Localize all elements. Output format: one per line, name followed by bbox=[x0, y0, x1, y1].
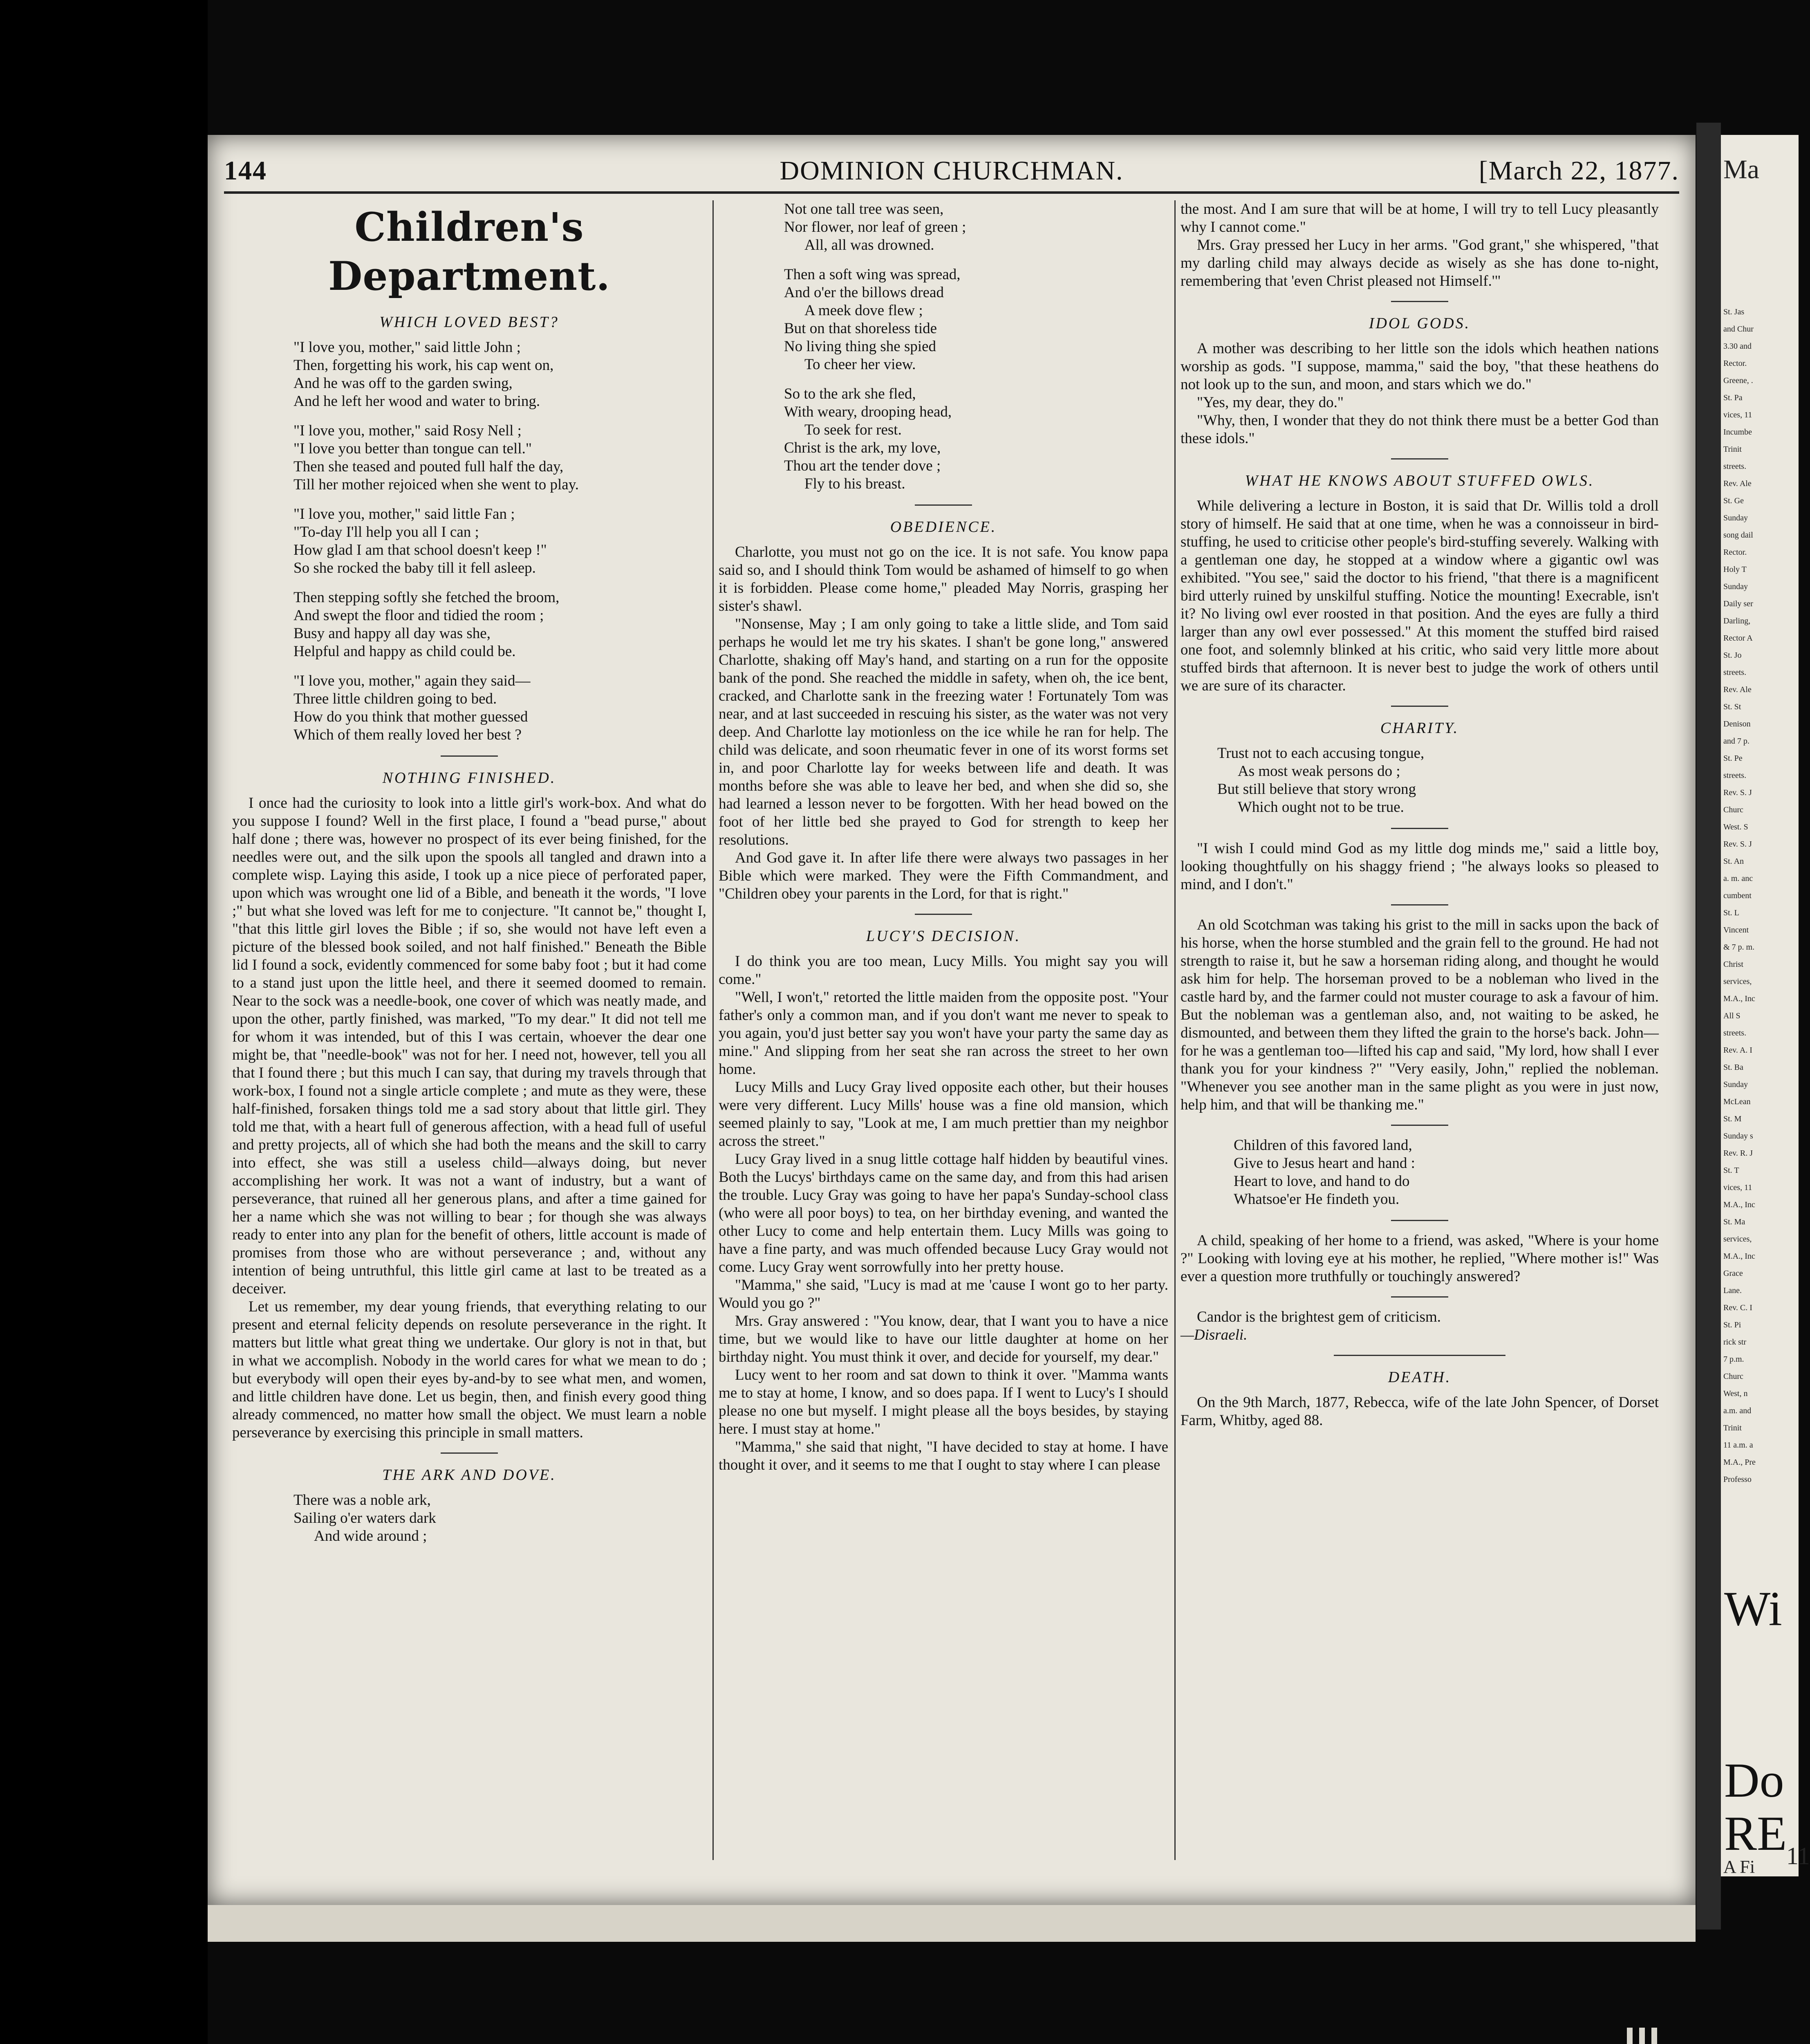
section-rule bbox=[1391, 1296, 1448, 1298]
department-title: Children's Department. bbox=[328, 204, 610, 299]
adjacent-snippet: 11 a.m. a bbox=[1723, 1441, 1753, 1450]
poem-line: Heart to love, and hand to do bbox=[1234, 1173, 1410, 1190]
adjacent-snippet: streets. bbox=[1723, 462, 1747, 471]
film-mark bbox=[1651, 2028, 1657, 2044]
poem-line: "I love you better than tongue can tell." bbox=[293, 440, 532, 457]
poem-stanza bbox=[293, 589, 706, 661]
paragraph: Lucy Gray lived in a snug little cottage half hidden by beautiful vines. Both the Lucys' birthdays came on the same day, and from this had arisen the trouble. Lucy Gray was going to have her papa's Sunday-school class (who were all poor boys) to tea, on her birthday evening, and wanted the other Lucy to come and help entertain them. Lucy Mills was going to have a fine party, and was much offended because Lucy Gray would not come. Lucy Gray went sorrowfully into her pretty house. bbox=[719, 1151, 1168, 1275]
adjacent-snippet: McLean bbox=[1723, 1097, 1751, 1106]
adjacent-snippet: services, bbox=[1723, 1235, 1752, 1244]
poem-line: "I love you, mother," said little John ; bbox=[293, 339, 521, 356]
paragraph: Mrs. Gray answered : "You know, dear, that I want you to have a nice time, but we would like to have our little daughter at home on her birthday night. You must think it over, and decide for yourself, my dear." bbox=[719, 1313, 1168, 1365]
poem-line: Nor flower, nor leaf of green ; bbox=[784, 219, 966, 235]
adjacent-heading: A Fi bbox=[1723, 1857, 1755, 1877]
poem-line: But still believe that story wrong bbox=[1217, 781, 1416, 798]
adjacent-header: Ma bbox=[1723, 155, 1759, 184]
adjacent-snippet: St. Ma bbox=[1723, 1217, 1745, 1226]
adjacent-snippet: Greene, . bbox=[1723, 376, 1753, 385]
poem-stanza bbox=[1217, 744, 1659, 816]
poem-line: Then a soft wing was spread, bbox=[784, 266, 961, 283]
paragraph: A child, speaking of her home to a friend, was asked, "Where is your home ?" Looking with loving eye at his mother, he replied, "Where mother is!" Was ever a question more truthfully or touchingly answered? bbox=[1181, 1232, 1659, 1285]
adjacent-snippet: Rector A bbox=[1723, 634, 1753, 643]
section-rule bbox=[1391, 706, 1448, 707]
poem-line: "To-day I'll help you all I can ; bbox=[293, 524, 479, 540]
article-title: OBEDIENCE. bbox=[890, 518, 997, 536]
adjacent-snippet: vices, 11 bbox=[1723, 1183, 1752, 1192]
adjacent-snippet: Rev. R. J bbox=[1723, 1149, 1753, 1158]
poem-line: No living thing she spied bbox=[784, 338, 936, 355]
poem-line: Give to Jesus heart and hand : bbox=[1234, 1155, 1415, 1172]
adjacent-heading: RE bbox=[1724, 1806, 1787, 1860]
article-title: WHAT HE KNOWS ABOUT STUFFED OWLS. bbox=[1245, 472, 1595, 489]
section-rule bbox=[1391, 904, 1448, 905]
poem-line: "I love you, mother," again they said— bbox=[293, 672, 531, 689]
article-title: THE ARK AND DOVE. bbox=[382, 1466, 556, 1484]
adjacent-snippet: streets. bbox=[1723, 771, 1747, 780]
paragraph: While delivering a lecture in Boston, it is said that Dr. Willis told a droll story of himself. He said that at one time, when he was a connoisseur in bird-stuffing, he used to criticise other people's bird-stuffing severely. Walking with a gentleman one day, he stopped at a window where a gigantic owl was exhibited. "You see," said the doctor to his friend, "that there is a magnificent bird utterly ruined by unskilful stuffing. Notice the mounting! Execrable, isn't it? No living owl ever roosted in that position. And the eyes are fully a third larger than any owl ever possessed." At this moment the stuffed bird raised one foot, and solemnly blinked at his critic, who said very little more about stuffed birds that afternoon. It is never best to judge the work of others until we are sure of its character. bbox=[1181, 498, 1659, 694]
poem-line: Trust not to each accusing tongue, bbox=[1217, 745, 1425, 762]
adjacent-snippet: Rev. Ale bbox=[1723, 479, 1752, 488]
column-3 bbox=[1181, 200, 1659, 1876]
paragraph: A mother was describing to her little son the idols which heathen nations worship as gods. "I suppose, mamma," said the boy, "that these heathens do not look up to the sun, and moon, and stars which we do." bbox=[1181, 340, 1659, 393]
article-title: LUCY'S DECISION. bbox=[866, 928, 1021, 945]
adjacent-snippet: Churc bbox=[1723, 805, 1743, 814]
poem bbox=[1217, 744, 1659, 816]
poem-line: Sailing o'er waters dark bbox=[293, 1510, 436, 1526]
poem-line: And swept the floor and tidied the room ; bbox=[293, 607, 544, 624]
poem-stanza bbox=[1234, 1136, 1659, 1208]
poem bbox=[293, 338, 706, 744]
poem-line: And he left her wood and water to bring. bbox=[293, 393, 540, 410]
poem-line: And o'er the billows dread bbox=[784, 284, 944, 301]
adjacent-snippet: Trinit bbox=[1723, 1423, 1742, 1432]
adjacent-snippet: Sunday bbox=[1723, 513, 1748, 522]
adjacent-snippet: services, bbox=[1723, 977, 1752, 986]
adjacent-snippet: a. m. anc bbox=[1723, 874, 1753, 883]
adjacent-snippet: Rev. Ale bbox=[1723, 685, 1752, 694]
column-rule bbox=[712, 200, 714, 1860]
adjacent-snippet: cumbent bbox=[1723, 891, 1752, 900]
adjacent-snippet: Grace bbox=[1723, 1269, 1743, 1278]
poem-line: A meek dove flew ; bbox=[804, 302, 923, 319]
poem-stanza bbox=[293, 672, 706, 744]
poem-line: Then, forgetting his work, his cap went on, bbox=[293, 357, 554, 374]
section-rule bbox=[1334, 1355, 1505, 1356]
adjacent-snippet: song dail bbox=[1723, 531, 1753, 540]
poem-line: Children of this favored land, bbox=[1234, 1137, 1412, 1154]
paragraph: "Why, then, I wonder that they do not think there must be a better God than these idols." bbox=[1181, 412, 1659, 447]
poem-line: As most weak persons do ; bbox=[1238, 763, 1400, 780]
article-title: NOTHING FINISHED. bbox=[382, 769, 556, 787]
poem-stanza bbox=[293, 505, 706, 577]
poem-line: Then she teased and pouted full half the day, bbox=[293, 458, 564, 475]
poem-stanza bbox=[293, 338, 706, 410]
adjacent-snippet: Lane. bbox=[1723, 1286, 1742, 1295]
header-rule bbox=[224, 191, 1679, 194]
adjacent-snippet: and Chur bbox=[1723, 325, 1754, 334]
poem-line: Then stepping softly she fetched the broom, bbox=[293, 589, 560, 606]
article-title: DEATH. bbox=[1388, 1369, 1452, 1386]
column-rule bbox=[1174, 200, 1176, 1860]
attribution: —Disraeli. bbox=[1181, 1327, 1248, 1343]
poem-line: And wide around ; bbox=[314, 1528, 427, 1544]
adjacent-snippet: St. Ba bbox=[1723, 1063, 1743, 1072]
page-bottom-edge bbox=[208, 1905, 1696, 1942]
section-rule bbox=[915, 914, 972, 915]
adjacent-snippet: Holy T bbox=[1723, 565, 1747, 574]
poem-stanza bbox=[293, 422, 706, 494]
section-rule bbox=[1391, 1220, 1448, 1221]
adjacent-snippet: Sunday s bbox=[1723, 1132, 1753, 1141]
paragraph: An old Scotchman was taking his grist to the mill in sacks upon the back of his horse, when the horse stumbled and the grain fell to the ground. He had not strength to raise it, but he saw a horseman riding along, and thought he would ask him for help. The horseman proved to be a nobleman who lived in the castle hard by, and the farmer could not muster courage to ask a favour of him. But the nobleman was a gentleman also, and, not waiting to be asked, he dismounted, and between them they lifted the grain to the horse's back. John—for he was a gentleman too—lifted his cap and said, "My lord, how shall I ever thank you for your kindness ?" "Very easily, John," replied the nobleman. "Whenever you see another man in the same plight as you were in just now, help him, and that will be thanking me." bbox=[1181, 917, 1659, 1113]
adjacent-snippet: St. Jas bbox=[1723, 307, 1745, 316]
article-title: IDOL GODS. bbox=[1369, 315, 1471, 332]
poem-line: Which of them really loved her best ? bbox=[293, 726, 522, 743]
adjacent-snippet: West, n bbox=[1723, 1389, 1748, 1398]
poem-line: "I love you, mother," said Rosy Nell ; bbox=[293, 422, 522, 439]
adjacent-snippet: Rev. S. J bbox=[1723, 788, 1752, 797]
section-rule bbox=[1391, 458, 1448, 459]
poem-line: Till her mother rejoiced when she went to play. bbox=[293, 476, 579, 493]
poem-stanza bbox=[784, 385, 1168, 493]
poem-line: Whatsoe'er He findeth you. bbox=[1234, 1191, 1400, 1208]
adjacent-snippet: Rev. C. I bbox=[1723, 1303, 1752, 1312]
poem-stanza bbox=[784, 266, 1168, 374]
adjacent-snippet: Sunday bbox=[1723, 582, 1748, 591]
adjacent-snippet: Rev. S. J bbox=[1723, 840, 1752, 849]
poem bbox=[784, 200, 1168, 493]
adjacent-snippet: West. S bbox=[1723, 823, 1748, 831]
issue-date: [March 22, 1877. bbox=[1478, 156, 1679, 186]
adjacent-snippet: 7 p.m. bbox=[1723, 1355, 1744, 1364]
poem-stanza bbox=[293, 1491, 706, 1545]
poem-line: Helpful and happy as child could be. bbox=[293, 643, 516, 660]
adjacent-snippet: St. Ge bbox=[1723, 496, 1744, 505]
adjacent-snippet: Professo bbox=[1723, 1475, 1752, 1484]
poem-line: To cheer her view. bbox=[804, 356, 916, 373]
section-rule bbox=[441, 755, 498, 757]
adjacent-snippet: streets. bbox=[1723, 668, 1747, 677]
section-rule bbox=[1391, 1125, 1448, 1126]
poem-line: Busy and happy all day was she, bbox=[293, 625, 491, 642]
running-head bbox=[224, 151, 1679, 188]
column-1 bbox=[232, 200, 706, 1876]
adjacent-snippet: Rector. bbox=[1723, 548, 1747, 557]
paragraph: Let us remember, my dear young friends, that everything relating to our present and eternal felicity depends on resolute perseverance in the right. It matters but little what great thing we undertake. Our glory is not in that, but in what we accomplish. Nobody in the world cares for what we mean to do ; but everybody will open their eyes by-and-by to see what men, and women, and little children have done. Let us begin, then, and finish every good thing already commenced, no matter how small the object. We must learn a noble perseverance by exercising this principle in small matters. bbox=[232, 1298, 706, 1441]
adjacent-snippet: St. T bbox=[1723, 1166, 1739, 1175]
section-rule bbox=[1391, 301, 1448, 302]
paragraph: Mrs. Gray pressed her Lucy in her arms. "God grant," she whispered, "that my darling child may always decide as wisely as she has done to-night, remembering that 'even Christ pleased not Himself.'" bbox=[1181, 237, 1659, 289]
paragraph: "Nonsense, May ; I am only going to take a little slide, and Tom said perhaps he would let me try his skates. I shan't be gone long," answered Charlotte, shaking off May's hand, and starting on a run for the opposite bank of the pond. She reached the middle in safety, when oh, the ice bent, cracked, and Charlotte sank in the freezing water ! Fortunately Tom was near, and at last succeeded in rescuing his sister, as the water was not very deep. And Charlotte lay motionless on the ice while he ran for help. The child was delicate, and soon rheumatic fever in one of its worst forms set in, and poor Charlotte lay for weeks between life and death. It was months before she was able to leave her bed, and when she did so, she had learned a lesson never to be forgotten. With her head bowed on the foot of her little bed she prayed to God for strength to keep her resolutions. bbox=[719, 616, 1168, 848]
adjacent-snippet: M.A., Inc bbox=[1723, 994, 1755, 1003]
adjacent-snippet: All S bbox=[1723, 1011, 1741, 1020]
paragraph: "Well, I won't," retorted the little maiden from the opposite post. "Your father's only a common man, and if you don't want me never to speak to you again, you'd just better say you won't have your party the same day as mine." And slipping from her seat she ran across the street to her own home. bbox=[719, 989, 1168, 1078]
adjacent-snippet: 3.30 and bbox=[1723, 342, 1752, 351]
adjacent-snippet: Rev. A. I bbox=[1723, 1046, 1752, 1055]
adjacent-snippet: Darling, bbox=[1723, 616, 1751, 625]
section-rule bbox=[915, 504, 972, 506]
paragraph: Charlotte, you must not go on the ice. It is not safe. You know papa said so, and I should think Tom would be ashamed of himself to go when it is forbidden. Please come home," pleaded May Norris, grasping her sister's shawl. bbox=[719, 544, 1168, 614]
adjacent-snippet: St. An bbox=[1723, 857, 1744, 866]
article-title: CHARITY. bbox=[1380, 719, 1459, 737]
poem-line: And he was off to the garden swing, bbox=[293, 375, 513, 392]
article-title: WHICH LOVED BEST? bbox=[379, 314, 559, 331]
column-2 bbox=[719, 200, 1168, 1876]
adjacent-snippet: Sunday bbox=[1723, 1080, 1748, 1089]
adjacent-snippet: M.A., Pre bbox=[1723, 1458, 1756, 1467]
film-marks bbox=[1627, 2028, 1660, 2044]
paragraph: "Yes, my dear, they do." bbox=[1197, 394, 1344, 411]
adjacent-snippet: Rector. bbox=[1723, 359, 1747, 368]
paragraph: I once had the curiosity to look into a little girl's work-box. And what do you suppose I found? Well in the first place, I found a "bead purse," about half done ; there was, however no prospect of its ever being finished, for the needles were out, and the silk upon the spools all tangled and drawn into a complete wisp. Laying this aside, I took up a nice piece of perforated paper, upon which was wrought one lid of a Bible, and beneath it the words, "I love ;" but what she loved was left for me to conjecture. "It cannot be," thought I, "that this little girl loves the Bible ; if so, she would not have left even a picture of the blessed book soiled, and not half finished." Beneath the Bible lid I found a sock, evidently commenced for some baby foot ; but it had come to a stand just upon the little heel, and there it seemed doomed to remain. Near to the sock was a needle-book, one cover of which was neatly made, and upon the other, partly finished, was marked, "To my dear." It did not tell me for whom it was intended, but of this I was certain, whoever the dear one might be, that "needle-book" was not for her. I need not, however, tell you all that I found there ; but this much I can say, that during my travels through that work-box, I found not a single article complete ; and mute as they were, these half-finished, forsaken things told me a sad story about that little girl. They told me that, with a heart full of generous affection, with a head full of useful and pretty projects, all of which she had both the means and the skill to carry into effect, she was still a useless child—always doing, but never accomplishing her work. It was not a want of industry, but a want of perseverance, that ruined all her generous plans, and after a time gained for her a name which she was not willing to bear ; for though she was always ready to enter into any plan for the benefit of others, little account is made of promises from those who are without perseverance ; and, without any intention of being untruthful, this little girl came at last to be treated as a deceiver. bbox=[232, 795, 706, 1297]
paragraph: Lucy went to her room and sat down to think it over. "Mamma wants me to stay at home, I know, and so does papa. If I went to Lucy's I should please no one but myself. I might please all the boys besides, by staying here. I must stay at home." bbox=[719, 1367, 1168, 1437]
adjacent-snippet: St. Pa bbox=[1723, 393, 1743, 402]
adjacent-snippet: St. St bbox=[1723, 702, 1741, 711]
adjacent-snippet: St. Pe bbox=[1723, 754, 1743, 763]
paragraph: And God gave it. In after life there were always two passages in her Bible which were marked. They were the Fifth Commandment, and "Children obey your parents in the Lord, for that is right." bbox=[719, 849, 1168, 902]
poem-line: Not one tall tree was seen, bbox=[784, 201, 944, 217]
poem-line: All, all was drowned. bbox=[804, 237, 934, 253]
poem-line: How glad I am that school doesn't keep !" bbox=[293, 542, 547, 558]
adjacent-snippet: St. Jo bbox=[1723, 651, 1742, 660]
poem-stanza bbox=[784, 200, 1168, 254]
poem-line: There was a noble ark, bbox=[293, 1492, 431, 1508]
poem-line: Three little children going to bed. bbox=[293, 690, 497, 707]
adjacent-snippet: M.A., Inc bbox=[1723, 1200, 1755, 1209]
paper-title: DOMINION CHURCHMAN. bbox=[780, 156, 1124, 186]
paragraph: "I wish I could mind God as my little dog minds me," said a little boy, looking thoughtfully on his shaggy friend ; "he always looks so pleased to mind, and I don't." bbox=[1181, 840, 1659, 893]
poem-line: So to the ark she fled, bbox=[784, 385, 916, 402]
adjacent-snippet: Daily ser bbox=[1723, 599, 1753, 608]
page-number: 144 bbox=[224, 156, 267, 186]
poem-line: To seek for rest. bbox=[804, 421, 902, 438]
poem-line: But on that shoreless tide bbox=[784, 320, 937, 337]
poem bbox=[293, 1491, 706, 1545]
paragraph: "Mamma," she said, "Lucy is mad at me 'cause I wont go to her party. Would you go ?" bbox=[719, 1277, 1168, 1311]
adjacent-snippet: Trinit bbox=[1723, 445, 1742, 454]
adjacent-snippet: and 7 p. bbox=[1723, 737, 1750, 746]
adjacent-snippet: St. M bbox=[1723, 1114, 1742, 1123]
poem-line: So she rocked the baby till it fell asleep. bbox=[293, 560, 536, 576]
adjacent-snippet: St. Pi bbox=[1723, 1320, 1741, 1329]
poem-line: How do you think that mother guessed bbox=[293, 708, 528, 725]
binding-gutter bbox=[1696, 123, 1721, 1930]
film-mark bbox=[1639, 2028, 1645, 2044]
adjacent-snippet: a.m. and bbox=[1723, 1406, 1752, 1415]
paragraph: Lucy Mills and Lucy Gray lived opposite each other, but their houses were very different. Lucy Mills' house was a fine old mansion, which seemed plainly to say, "Look at me, I am much prettier than my neighbor across the street." bbox=[719, 1079, 1168, 1150]
adjacent-snippet: Denison bbox=[1723, 719, 1751, 728]
adjacent-heading: 11 bbox=[1786, 1842, 1810, 1869]
poem-line: Christ is the ark, my love, bbox=[784, 439, 941, 456]
adjacent-snippet: Vincent bbox=[1723, 926, 1749, 935]
adjacent-snippet: Churc bbox=[1723, 1372, 1743, 1381]
poem bbox=[1234, 1136, 1659, 1208]
adjacent-snippet: & 7 p. m. bbox=[1723, 943, 1755, 952]
section-rule bbox=[1391, 828, 1448, 829]
adjacent-snippet: streets. bbox=[1723, 1029, 1747, 1038]
adjacent-snippet: rick str bbox=[1723, 1338, 1747, 1347]
adjacent-page-fragment bbox=[1721, 135, 1810, 1877]
paragraph: Candor is the brightest gem of criticism. bbox=[1197, 1309, 1441, 1325]
adjacent-snippet: St. L bbox=[1723, 908, 1739, 917]
film-edge-left bbox=[0, 0, 208, 2044]
adjacent-snippet: M.A., Inc bbox=[1723, 1252, 1755, 1261]
poem-line: Fly to his breast. bbox=[804, 475, 905, 492]
poem-line: Thou art the tender dove ; bbox=[784, 457, 941, 474]
poem-line: With weary, drooping head, bbox=[784, 403, 952, 420]
newspaper-page bbox=[208, 135, 1696, 1905]
adjacent-heading: Do bbox=[1724, 1753, 1784, 1807]
paragraph: "Mamma," she said that night, "I have decided to stay at home. I have thought it over, and it seems to me that I ought to stay where I can please bbox=[719, 1439, 1168, 1473]
film-mark bbox=[1627, 2028, 1633, 2044]
section-rule bbox=[441, 1452, 498, 1454]
poem-line: Which ought not to be true. bbox=[1238, 799, 1404, 816]
paragraph: the most. And I am sure that will be at home, I will try to tell Lucy pleasantly why I cannot come." bbox=[1181, 201, 1659, 235]
paragraph: On the 9th March, 1877, Rebecca, wife of the late John Spencer, of Dorset Farm, Whitby, aged 88. bbox=[1181, 1394, 1659, 1429]
adjacent-snippet: vices, 11 bbox=[1723, 410, 1752, 419]
adjacent-snippet: Christ bbox=[1723, 960, 1743, 969]
poem-line: "I love you, mother," said little Fan ; bbox=[293, 506, 515, 522]
paragraph: I do think you are too mean, Lucy Mills. You might say you will come." bbox=[719, 953, 1168, 988]
adjacent-heading: Wi bbox=[1724, 1581, 1782, 1636]
adjacent-snippet: Incumbe bbox=[1723, 428, 1752, 437]
